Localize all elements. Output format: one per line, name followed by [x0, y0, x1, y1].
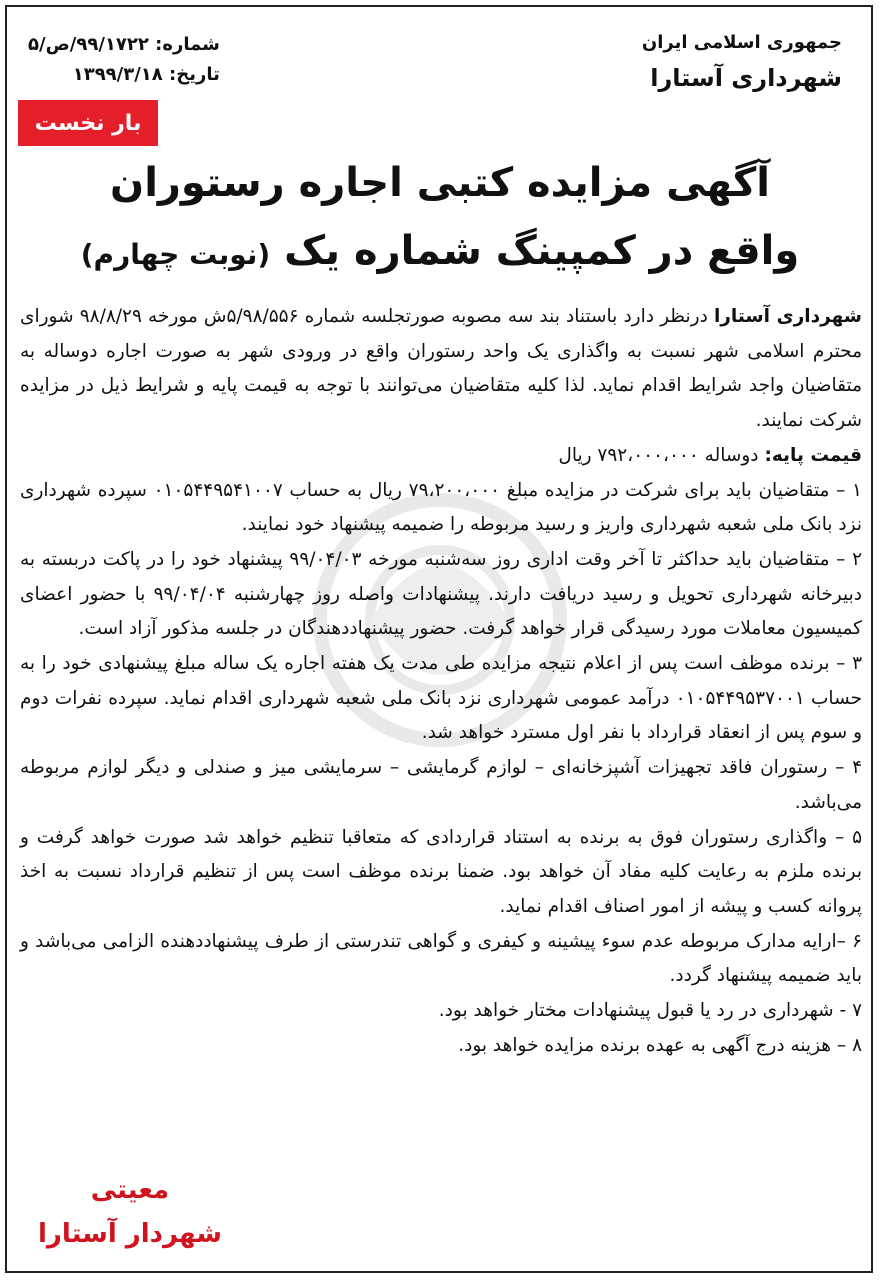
condition-item: ۱ – متقاضیان باید برای شرکت در مزایده مبلغ ۷۹،۲۰۰،۰۰۰ ریال به حساب ۰۱۰۵۴۴۹۵۴۱۰۰۷ سپرده شهرداری نزد بانک ملی شعبه شهرداری واریز و رسید مربوطه را ضمیمه پیشنهاد خود نمایند. [20, 479, 862, 536]
base-price-value: دوساله ۷۹۲،۰۰۰،۰۰۰ ریال [558, 444, 765, 466]
condition-item: ۲ – متقاضیان باید حداکثر تا آخر وقت اداری روز سه‌شنبه مورخه ۹۹/۰۴/۰۳ پیشنهاد خود را در پاکت دربسته به دبیرخانه شهرداری تحویل و رسید دریافت دارند. پیشنهادات واصله روز چهارشنبه ۹۹/۰۴/۰۴ با حضور اعضای کمیسیون معاملات مورد رسیدگی قرار خواهد گرفت. حضور پیشنهاددهندگان در جلسه مذکور آزاد است. [20, 548, 862, 640]
issuer-block [642, 28, 842, 98]
condition-item: ۴ – رستوران فاقد تجهیزات آشپزخانه‌ای – لوازم گرمایشی – سرمایشی میز و صندلی و دیگر لوازم مربوطه می‌باشد. [20, 757, 862, 813]
intro-paragraph [20, 300, 862, 439]
condition-item: ۷ - شهرداری در رد یا قبول پیشنهادات مختار خواهد بود. [438, 1000, 862, 1022]
notice-body [20, 300, 862, 1063]
intro-lead: شهرداری آستارا [713, 306, 862, 327]
first-time-badge: بار نخست [18, 100, 158, 146]
notice-title-line2 [20, 220, 860, 286]
condition-item: ۵ – واگذاری رستوران فوق به برنده به استناد قراردادی که متعاقبا تنظیم خواهد شد صورت خواهد گرفت و برنده ملزم به رعایت کلیه مفاد آن خواهد بود. ضمنا برنده موظف است پس از تنظیم قرارداد نسبت به اخذ پروانه کسب و پیشه از امور اصناف اقدام نماید. [20, 826, 862, 917]
reference-block [28, 30, 220, 90]
base-price [20, 439, 862, 474]
letter-number: شماره: ۹۹/۱۷۲۲/ص/۵ [28, 34, 220, 55]
condition-item: ۳ – برنده موظف است پس از اعلام نتیجه مزایده طی مدت یک هفته اجاره یک ساله مبلغ پیشنهادی خود را به حساب ۰۱۰۵۴۴۹۵۳۷۰۰۱ درآمد عمومی شهرداری نزد بانک ملی شعبه شهرداری اقدام نماید. سپرده نفرات دوم و سوم پس از انعقاد قرارداد با نفر اول مسترد خواهد شد. [20, 653, 863, 744]
condition-item: ۶ –ارایه مدارک مربوطه عدم سوء پیشینه و کیفری و گواهی تندرستی از طرف پیشنهاددهنده الزامی می‌باشد و باید ضمیمه پیشنهاد گردد. [20, 930, 862, 987]
condition-item: ۸ – هزینه درج آگهی به عهده برنده مزایده خواهد بود. [458, 1034, 862, 1056]
intro-text: درنظر دارد باستناد بند سه مصوبه صورتجلسه شماره ۵/۹۸/۵۵۶ش مورخه ۹۸/۸/۲۹ شورای محترم اسلامی شهر نسبت به واگذاری یک واحد رستوران واقع در ورودی شهر به صورت اجاره دوساله به متقاضیان واجد شرایط اقدام نماید. لذا کلیه متقاضیان می‌توانند با توجه به قیمت پایه و شرایط ذیل در مزایده شرکت نمایند. [20, 306, 862, 432]
notice-title-line1: آگهی مزایده کتبی اجاره رستوران [110, 160, 770, 206]
signature-block [38, 1168, 222, 1256]
base-price-label: قیمت پایه: [764, 444, 862, 466]
title-round: (نوبت چهارم) [80, 238, 271, 271]
signer-name: معیتی [90, 1175, 170, 1205]
letter-date: تاریخ: ۱۳۹۹/۳/۱۸ [72, 64, 220, 85]
republic-label: جمهوری اسلامی ایران [641, 32, 842, 53]
signer-title: شهردار آستارا [38, 1219, 222, 1249]
municipality-label: شهرداری آستارا [650, 64, 842, 92]
title-line2-main: واقع در کمپینگ شماره یک [284, 228, 800, 274]
